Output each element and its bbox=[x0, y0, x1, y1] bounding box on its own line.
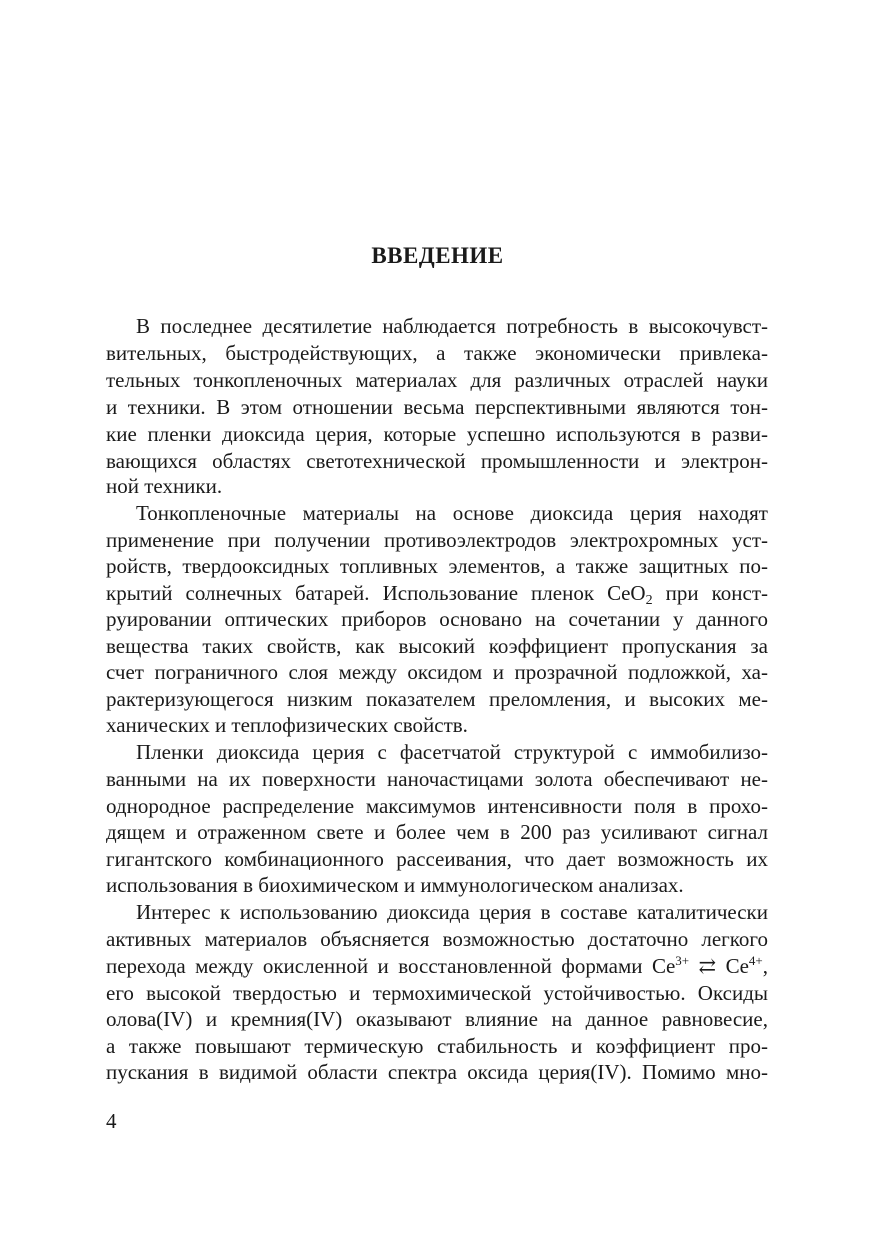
text-line: ной техники. bbox=[106, 474, 223, 498]
text-line: Интерес к использованию диоксида церия в составе каталитически bbox=[136, 900, 768, 924]
superscript: 3+ bbox=[675, 953, 690, 968]
text-line-with-formula bbox=[106, 953, 768, 980]
page-number: 4 bbox=[106, 1109, 117, 1133]
text-line: гигантского комбинационного рассеивания, что дает возможность их bbox=[106, 847, 768, 871]
text-line: вещества таких свойств, как высокий коэффициент пропускания за bbox=[106, 634, 768, 658]
text-line: дящем и отраженном свете и более чем в 200 раз усиливают сигнал bbox=[106, 820, 768, 844]
text-line: кие пленки диоксида церия, которые успешно используются в разви- bbox=[106, 422, 768, 446]
text-line: вающихся областях светотехнической промышленности и электрон- bbox=[106, 449, 768, 473]
text-line: В последнее десятилетие наблюдается потребность в высокочувст- bbox=[136, 314, 768, 338]
text-line: его высокой твердостью и термохимической устойчивостью. Оксиды bbox=[106, 981, 768, 1005]
text-line: пускания в видимой области спектра оксида церия(IV). Помимо мно- bbox=[106, 1060, 768, 1084]
text-fragment: перехода между окисленной и восстановленной формами Ce bbox=[106, 954, 676, 978]
text-line: и техники. В этом отношении весьма перспективными являются тон- bbox=[106, 395, 768, 419]
text-line: тельных тонкопленочных материалах для различных отраслей науки bbox=[106, 368, 768, 392]
text-line: Пленки диоксида церия с фасетчатой структурой с иммобилизо- bbox=[136, 740, 768, 764]
page-title: ВВЕДЕНИЕ bbox=[371, 243, 504, 268]
text-line: Тонкопленочные материалы на основе диоксида церия находят bbox=[136, 501, 768, 525]
superscript: 4+ bbox=[748, 953, 763, 968]
subscript: 2 bbox=[645, 593, 653, 608]
text-line: активных материалов объясняется возможностью достаточно легкого bbox=[106, 927, 768, 951]
text-line: применение при получении противоэлектродов электрохромных уст- bbox=[106, 528, 768, 552]
text-fragment: , bbox=[762, 954, 768, 978]
text-line: ханических и теплофизических свойств. bbox=[106, 713, 468, 737]
text-line: а также повышают термическую стабильность и коэффициент про- bbox=[106, 1034, 768, 1058]
text-line: счет пограничного слоя между оксидом и прозрачной подложкой, ха- bbox=[106, 660, 768, 684]
text-line: вительных, быстродействующих, а также экономически привлека- bbox=[106, 341, 768, 365]
text-line: ванными на их поверхности наночастицами золота обеспечивают не- bbox=[106, 767, 768, 791]
text-line-with-formula bbox=[106, 580, 768, 607]
text-fragment: ⇄ Ce bbox=[689, 954, 749, 978]
text-line: использования в биохимическом и иммунологическом анализах. bbox=[106, 873, 684, 897]
text-line: руировании оптических приборов основано на сочетании у данного bbox=[106, 607, 768, 631]
text-fragment: при конст- bbox=[652, 581, 769, 605]
text-line: ройств, твердооксидных топливных элементов, а также защитных по- bbox=[106, 554, 768, 578]
text-line: рактеризующегося низким показателем преломления, и высоких ме- bbox=[106, 687, 768, 711]
text-line: однородное распределение максимумов интенсивности поля в прохо- bbox=[106, 794, 768, 818]
text-fragment: крытий солнечных батарей. Использование пленок CeO bbox=[106, 581, 646, 605]
text-line: олова(IV) и кремния(IV) оказывают влияние на данное равновесие, bbox=[106, 1007, 768, 1031]
